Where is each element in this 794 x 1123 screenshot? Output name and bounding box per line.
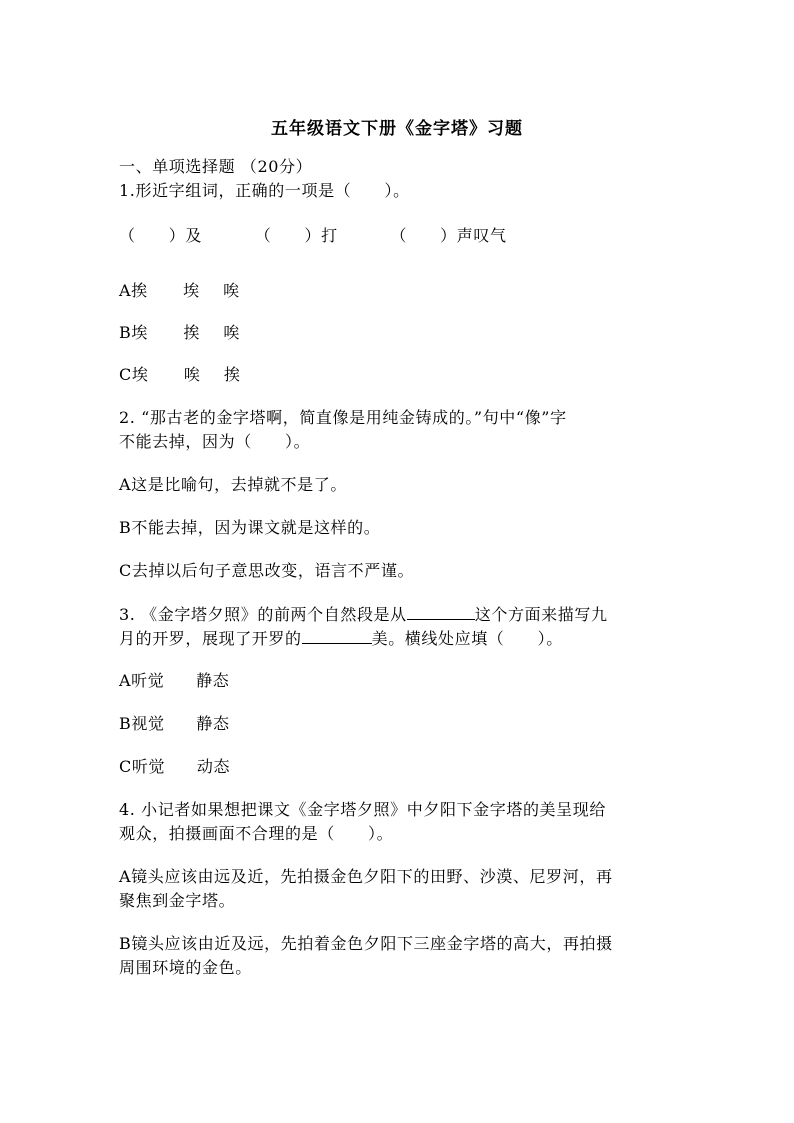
q3-text: 3. 《金字塔夕照》的前两个自然段是从	[119, 605, 407, 624]
q4-option-a-line-2: 聚焦到金字塔。	[119, 891, 236, 910]
option-word: 唉	[183, 365, 201, 384]
q3-option-a	[119, 670, 229, 692]
q1-stem: 1.形近字组词，正确的一项是（ ）。	[119, 181, 410, 200]
q2-stem-line-1: 2. “那古老的金字塔啊，简直像是用纯金铸成的。”句中“像”字	[119, 408, 567, 427]
q2-option-b: B不能去掉，因为课文就是这样的。	[119, 518, 381, 537]
section-heading: 一、单项选择题 （20分）	[119, 157, 313, 176]
q2-option-c: C去掉以后句子意思改变，语言不严谨。	[119, 561, 415, 580]
option-word: 听觉	[131, 671, 165, 690]
option-letter: B	[119, 714, 132, 733]
q1-blank-item: （ ）声叹气	[390, 226, 507, 245]
q1-blank-item: （ ）及	[119, 226, 203, 245]
option-word: 静态	[196, 714, 230, 733]
q1-option-a	[119, 280, 240, 302]
option-word: 动态	[196, 757, 231, 776]
q1-option-c	[119, 364, 240, 386]
q2-stem-line-2: 不能去掉，因为（ ）。	[119, 432, 311, 451]
q4-option-a-line-1: A镜头应该由远及近，先拍摄金色夕阳下的田野、沙漠、尼罗河，再	[119, 867, 613, 886]
q3-stem-line-1	[119, 603, 608, 626]
q3-text: 这个方面来描写九	[474, 605, 608, 624]
option-word: 埃	[131, 365, 149, 384]
q4-stem-line-1: 4. 小记者如果想把课文《金字塔夕照》中夕阳下金字塔的美呈现给	[119, 800, 606, 819]
q4-option-b-line-1: B镜头应该由近及远，先拍着金色夕阳下三座金字塔的高大，再拍摄	[119, 934, 613, 953]
q4-stem-line-2: 观众，拍摄画面不合理的是（ ）。	[119, 824, 394, 843]
option-letter: B	[119, 323, 132, 342]
option-word: 静态	[196, 671, 230, 690]
option-word: 挨	[131, 281, 148, 300]
page-title: 五年级语文下册《金字塔》习题	[271, 119, 523, 139]
q2-option-a: A这是比喻句，去掉就不是了。	[119, 475, 347, 494]
q1-blank-items	[119, 225, 507, 247]
option-word: 视觉	[131, 714, 165, 733]
option-letter: A	[119, 671, 132, 690]
q3-option-b	[119, 713, 230, 735]
q4-option-b-line-2: 周围环境的金色。	[119, 958, 252, 977]
option-letter: C	[119, 365, 132, 384]
q3-text: 美。横线处应填（ ）。	[371, 629, 563, 648]
option-word: 埃	[131, 323, 148, 342]
option-word: 唉	[223, 281, 240, 300]
option-letter: C	[119, 757, 132, 776]
q3-stem-line-2	[119, 627, 563, 650]
option-letter: A	[119, 281, 132, 300]
option-word: 挨	[183, 323, 200, 342]
q3-text: 月的开罗，展现了开罗的	[119, 629, 302, 648]
option-word: 埃	[183, 281, 200, 300]
option-word: 听觉	[131, 757, 166, 776]
option-word: 唉	[223, 323, 240, 342]
fill-blank-line	[407, 603, 475, 620]
q3-option-c	[119, 756, 230, 778]
option-word: 挨	[223, 365, 241, 384]
q1-blank-item: （ ）打	[254, 226, 338, 245]
q1-option-b	[119, 322, 240, 344]
fill-blank-line	[302, 627, 372, 644]
